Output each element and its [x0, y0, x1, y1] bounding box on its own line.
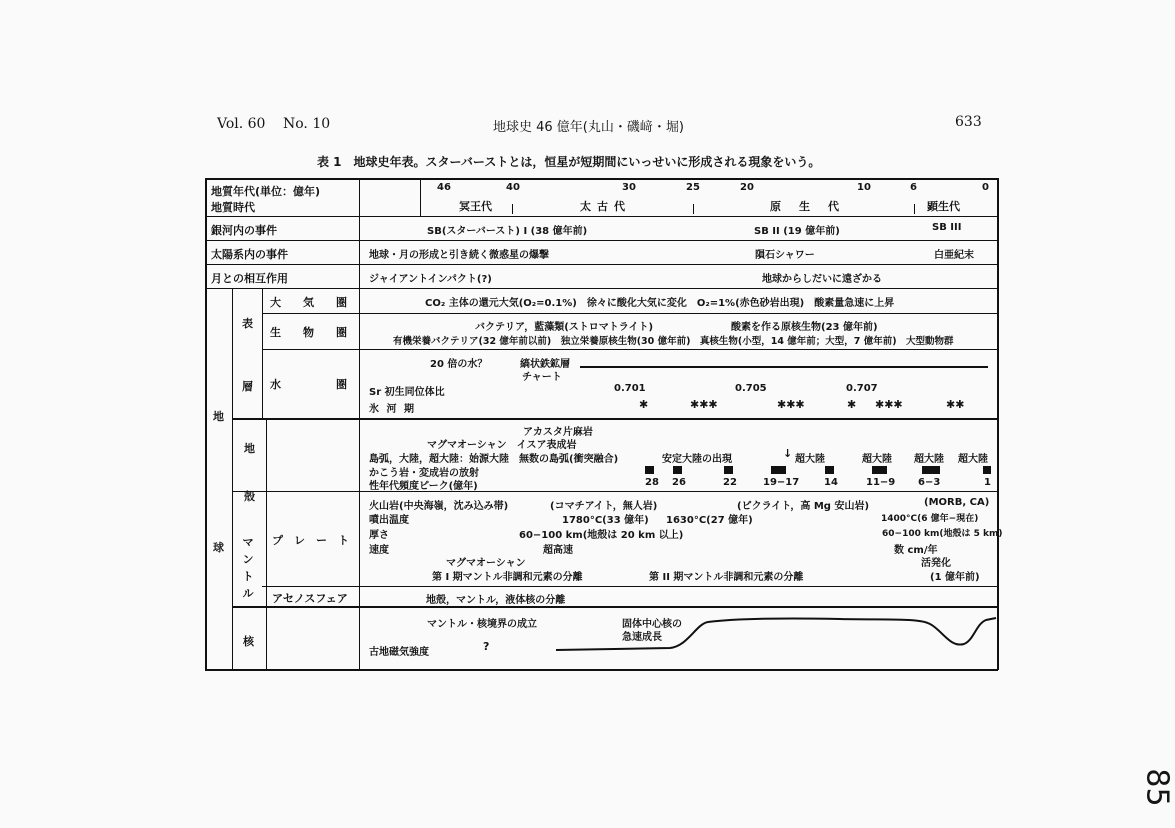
sr-label: Sr 初生同位体比 [369, 387, 445, 398]
glacial-mark: ✱✱✱ [875, 398, 903, 411]
page-number: 633 [955, 114, 982, 130]
temp-value: 1400°C(6 億年−現在) [881, 514, 979, 524]
thickness-value: 60−100 km(地殻は 5 km) [882, 529, 1003, 539]
peak-value: 28 [645, 477, 659, 488]
sr-value: 0.705 [735, 383, 767, 394]
age-tick: 40 [506, 182, 520, 193]
separation-2: 第 II 期マントル非調和元素の分離 [649, 572, 804, 583]
supercontinent: 超大陸 [958, 454, 988, 465]
peak-value: 1 [984, 477, 991, 488]
surface-label-2: 層 [242, 380, 253, 393]
supercontinent: 超大陸 [795, 454, 825, 465]
unknown-mark: ? [483, 640, 490, 653]
era-archean: 太古代 [580, 200, 631, 213]
starburst-1: SB(スターバースト) I (38 億年前) [427, 226, 588, 237]
peak-bar [724, 466, 733, 474]
peak-bar [645, 466, 654, 474]
acasta-text: アカスタ片麻岩 [523, 427, 593, 438]
temp-label: 噴出温度 [369, 515, 409, 526]
era-hadean: 冥王代 [459, 200, 492, 213]
inner-core-text-2: 急速成長 [622, 632, 662, 643]
crust-label: 地 [244, 442, 255, 455]
speed-value: 超高速 [543, 545, 573, 556]
atmosphere-label: 大 気 圏 [270, 296, 347, 309]
paleomagnetic-curve [550, 610, 1000, 660]
picrite-text: (ピクライト，高 Mg 安山岩) [737, 501, 870, 512]
age-tick: 46 [437, 182, 451, 193]
starburst-2: SB II (19 億年前) [754, 226, 840, 237]
peak-bar [771, 466, 786, 474]
komatiite-text: (コマチアイト，無人岩) [550, 501, 658, 512]
water-text: 20 倍の水？ [430, 359, 488, 370]
hydrosphere-label: 水 圏 [270, 378, 347, 391]
magma-ocean-text: マグマオーシャン [446, 558, 526, 569]
glacial-mark: ✱✱✱ [777, 398, 805, 411]
earth-label-2: 球 [213, 541, 224, 554]
peak-value: 26 [672, 477, 686, 488]
earth-label: 地 [213, 410, 224, 423]
mantle-label: マントル [242, 536, 254, 600]
meteorite-shower: 隕石シャワー [755, 250, 815, 261]
biosphere-label: 生 物 圏 [270, 326, 347, 339]
era-phanerozoic: 顕生代 [927, 200, 960, 213]
giant-impact: ジャイアントインパクト(?) [369, 274, 492, 285]
peak-value: 14 [824, 477, 838, 488]
age-tick: 0 [982, 182, 989, 193]
moon-label: 月との相互作用 [211, 272, 288, 285]
volcanic-text: 火山岩(中央海嶺，沈み込み帯) [369, 501, 509, 512]
glacial-label: 氷 河 期 [369, 404, 416, 415]
age-tick: 6 [910, 182, 917, 193]
surface-label: 表 [242, 317, 253, 330]
supercontinent: 超大陸 [862, 454, 892, 465]
chert-text: チャート [522, 372, 562, 383]
peak-value: 19−17 [763, 477, 800, 488]
solar-label: 太陽系内の事件 [211, 248, 288, 261]
era-proterozoic: 原生代 [770, 200, 857, 213]
cmb-text: マントル・核境界の成立 [427, 619, 537, 630]
morb-text: (MORB, CA) [924, 497, 990, 508]
table-caption: 表 1 地球史年表。スターバーストとは，恒星が短期間にいっせいに形成される現象をいう。 [317, 155, 821, 169]
inner-core-text: 固体中心核の [622, 619, 682, 630]
organisms-text: 有機栄養バクテリア(32 億年前以前) 独立栄養原核生物(30 億年前) 真核生物(小型，14 億年前；大型，7 億年前) 大型動物群 [393, 336, 954, 347]
age-tick: 25 [686, 182, 700, 193]
peak-value: 22 [723, 477, 737, 488]
separation-3: (1 億年前) [930, 572, 980, 583]
crust-label-2: 殻 [244, 490, 255, 503]
era-label: 地質時代 [211, 201, 255, 214]
atmosphere-text: CO₂ 主体の還元大気(O₂=0.1%) 徐々に酸化大気に変化 O₂=1%(赤色砂岩出現) 酸素量急速に上昇 [425, 298, 895, 309]
glacial-mark: ✱✱✱ [690, 398, 718, 411]
down-arrow-icon: ↓ [783, 447, 793, 460]
side-mark: 85 [1139, 768, 1175, 807]
age-tick: 20 [740, 182, 754, 193]
peak-bar [673, 466, 682, 474]
arcs-text: 島弧，大陸，超大陸：始源大陸 無数の島弧(衝突融合) [369, 454, 619, 465]
paleomagnetic-label: 古地磁気強度 [369, 647, 429, 658]
peak-bar [922, 466, 940, 474]
glacial-mark: ✱ [847, 398, 857, 411]
speed-label: 速度 [369, 545, 389, 556]
peak-bar [825, 466, 834, 474]
speed-value: 数 cm/年 [894, 545, 938, 556]
oxygen-prokaryote-text: 酸素を作る原核生物(23 億年前) [731, 322, 878, 333]
asthenosphere-label: アセノスフェア [272, 592, 348, 605]
peak-bar [872, 466, 887, 474]
peak-value: 11−9 [866, 477, 896, 488]
issue-number: No. 10 [283, 116, 331, 132]
temp-value: 1630°C(27 億年) [666, 515, 753, 526]
peak-value: 6−3 [918, 477, 941, 488]
glacial-mark: ✱✱ [946, 398, 965, 411]
earth-moon-formation: 地球・月の形成と引き続く微惑星の爆撃 [369, 250, 549, 261]
magma-isua-text: マグマオーシャン イスア表成岩 [427, 440, 577, 451]
separation-1: 第 I 期マントル非調和元素の分離 [432, 572, 583, 583]
core-label: 核 [243, 635, 254, 648]
article-title: 地球史 46 億年(丸山・磯﨑・堀) [493, 120, 684, 135]
sr-value: 0.701 [614, 383, 646, 394]
separation-core: 地殻，マントル，液体核の分離 [426, 595, 566, 606]
age-label: 地質年代(単位：億年) [211, 185, 321, 198]
plate-label: プ レ ー ト [272, 534, 349, 547]
age-tick: 10 [857, 182, 871, 193]
galaxy-label: 銀河内の事件 [211, 224, 277, 237]
supercontinent: 超大陸 [914, 454, 944, 465]
peak-label: 性年代頻度ピーク(億年) [369, 481, 478, 492]
thickness-label: 厚さ [369, 530, 389, 541]
sr-value: 0.707 [846, 383, 878, 394]
peak-bar [983, 466, 991, 474]
cretaceous-end: 白亜紀末 [934, 250, 974, 261]
age-tick: 30 [622, 182, 636, 193]
glacial-mark: ✱ [639, 398, 649, 411]
thickness-value: 60−100 km(地殻は 20 km 以上) [519, 530, 684, 541]
volume-label: Vol. 60 [217, 116, 266, 132]
granite-text: かこう岩・変成岩の放射 [369, 468, 479, 479]
stable-continent-text: 安定大陸の出現 [662, 454, 732, 465]
temp-value: 1780°C(33 億年) [562, 515, 649, 526]
moon-recession: 地球からしだいに遠ざかる [762, 274, 882, 285]
bif-text: 縞状鉄鉱層 [520, 359, 570, 370]
bacteria-text: バクテリア，藍藻類(ストロマトライト) [475, 322, 654, 333]
starburst-3: SB III [932, 222, 962, 233]
activation-text: 活発化 [921, 558, 951, 569]
